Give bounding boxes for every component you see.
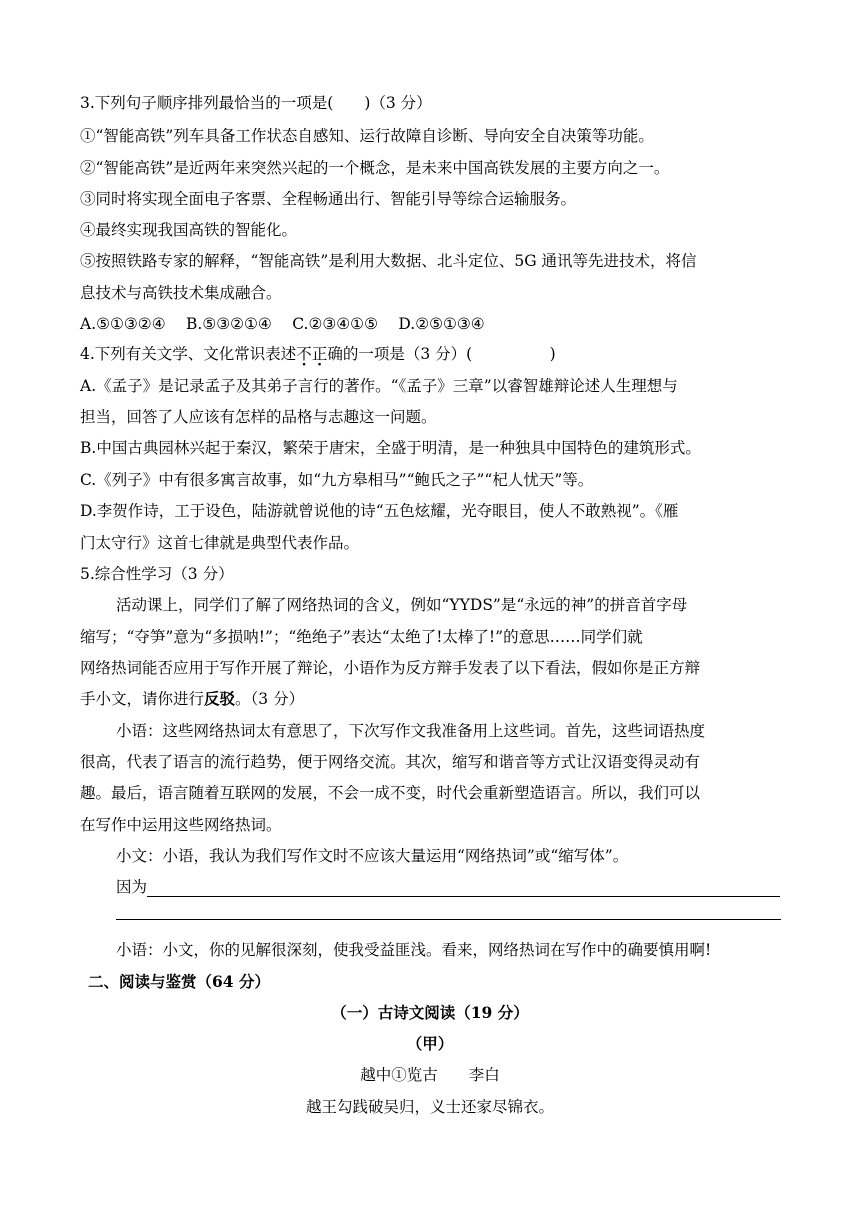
poem-line-1: 越王勾践破吴归，义士还家尽锦衣。 xyxy=(305,1098,554,1116)
q4-option-b: B.中国古典园林兴起于秦汉，繁荣于唐宋，全盛于明清，是一种独具中国特色的建筑形式。 xyxy=(80,439,701,457)
q4-option-c: C.《列子》中有很多寓言故事，如“九方皋相马”“鲍氏之子”“杞人忧天”等。 xyxy=(80,471,594,489)
q4-stem-post: 确的一项是（3 分）( ) xyxy=(327,345,556,363)
q5-para-2: 缩写；“夺笋”意为“多损呐!”；“绝绝子”表达“太绝了!太棒了!”的意思……同学们就 xyxy=(80,628,643,646)
q5-para-4 xyxy=(80,689,304,709)
q5-xiaoyu-3: 趣。最后，语言随着互联网的发展，不会一成不变，时代会重新塑造语言。所以，我们可以 xyxy=(80,784,701,802)
q5-para-1: 活动课上，同学们了解了网络热词的含义，例如“YYDS”是“永远的神”的拼音首字母 xyxy=(116,596,688,614)
q3-sentence-5a: ⑤按照铁路专家的解释，“智能高铁”是利用大数据、北斗定位、5G 通讯等先进技术，将信 xyxy=(80,252,697,270)
q5-para-4-pre: 手小文，请你进行 xyxy=(80,690,205,708)
q4-stem-emphasis-2: 正 xyxy=(311,345,328,363)
q5-answer-line-2[interactable] xyxy=(116,919,781,920)
q5-para-3: 网络热词能否应用于写作开展了辩论，小语作为反方辩手发表了以下看法，假如你是正方辩 xyxy=(80,659,701,677)
q5-para-4-post: 。（3 分） xyxy=(235,690,305,708)
q3-sentence-3: ③同时将实现全面电子客票、全程畅通出行、智能引导等综合运输服务。 xyxy=(80,190,577,208)
q5-xiaowen: 小文：小语，我认为我们写作文时不应该大量运用“网络热词”或“缩写体”。 xyxy=(116,847,629,865)
q5-because-label: 因为 xyxy=(116,878,148,896)
q4-stem-pre: 4.下列有关文学、文化常识表述 xyxy=(80,345,297,363)
q5-answer-row xyxy=(116,877,780,897)
q3-sentence-2: ②“智能高铁”是近两年来突然兴起的一个概念，是未来中国高铁发展的主要方向之一。 xyxy=(80,159,670,177)
q3-sentence-4: ④最终实现我国高铁的智能化。 xyxy=(80,221,298,239)
q3-stem: 3.下列句子顺序排列最恰当的一项是( )（3 分） xyxy=(80,94,432,112)
q4-stem xyxy=(80,344,556,364)
q4-option-d-line2: 门太守行》这首七律就是典型代表作品。 xyxy=(80,534,360,552)
q5-xiaoyu-4: 在写作中运用这些网络热词。 xyxy=(80,816,282,834)
q5-stem: 5.综合性学习（3 分） xyxy=(80,565,234,583)
section2-title: 二、阅读与鉴赏（64 分） xyxy=(88,972,270,991)
q4-option-a-line1: A.《孟子》是记录孟子及其弟子言行的著作。“《孟子》三章”以睿智雄辩论述人生理想与 xyxy=(80,377,678,395)
poem-title: 越中①览古 李白 xyxy=(360,1066,500,1084)
q4-stem-emphasis-1: 不 xyxy=(296,345,312,363)
section2-subtitle: （一）古诗文阅读（19 分） xyxy=(331,1003,529,1022)
q5-answer-line-1[interactable] xyxy=(147,880,780,897)
q3-options: A.⑤①③②④ B.⑤③②①④ C.②③④①⑤ D.②⑤①③④ xyxy=(80,315,485,333)
q5-xiaoyu-1: 小语：这些网络热词太有意思了，下次写作文我准备用上这些词。首先，这些词语热度 xyxy=(116,722,706,740)
q5-ending: 小语：小文，你的见解很深刻，使我受益匪浅。看来，网络热词在写作中的确要慎用啊! xyxy=(116,941,712,959)
q4-option-d-line1: D.李贺作诗，工于设色，陆游就曾说他的诗“五色炫耀，光夺眼目，使人不敢熟视”。《雁 xyxy=(80,502,679,520)
poem-label-jia: （甲） xyxy=(406,1034,454,1053)
q5-refute-keyword: 反驳 xyxy=(204,689,236,708)
q3-sentence-1: ①“智能高铁”列车具备工作状态自感知、运行故障自诊断、导向安全自决策等功能。 xyxy=(80,127,654,145)
q4-option-a-line2: 担当，回答了人应该有怎样的品格与志趣这一问题。 xyxy=(80,408,437,426)
q5-xiaoyu-2: 很高，代表了语言的流行趋势，便于网络交流。其次，缩写和谐音等方式让汉语变得灵动有 xyxy=(80,753,701,771)
q3-sentence-5b: 息技术与高铁技术集成融合。 xyxy=(80,284,282,302)
